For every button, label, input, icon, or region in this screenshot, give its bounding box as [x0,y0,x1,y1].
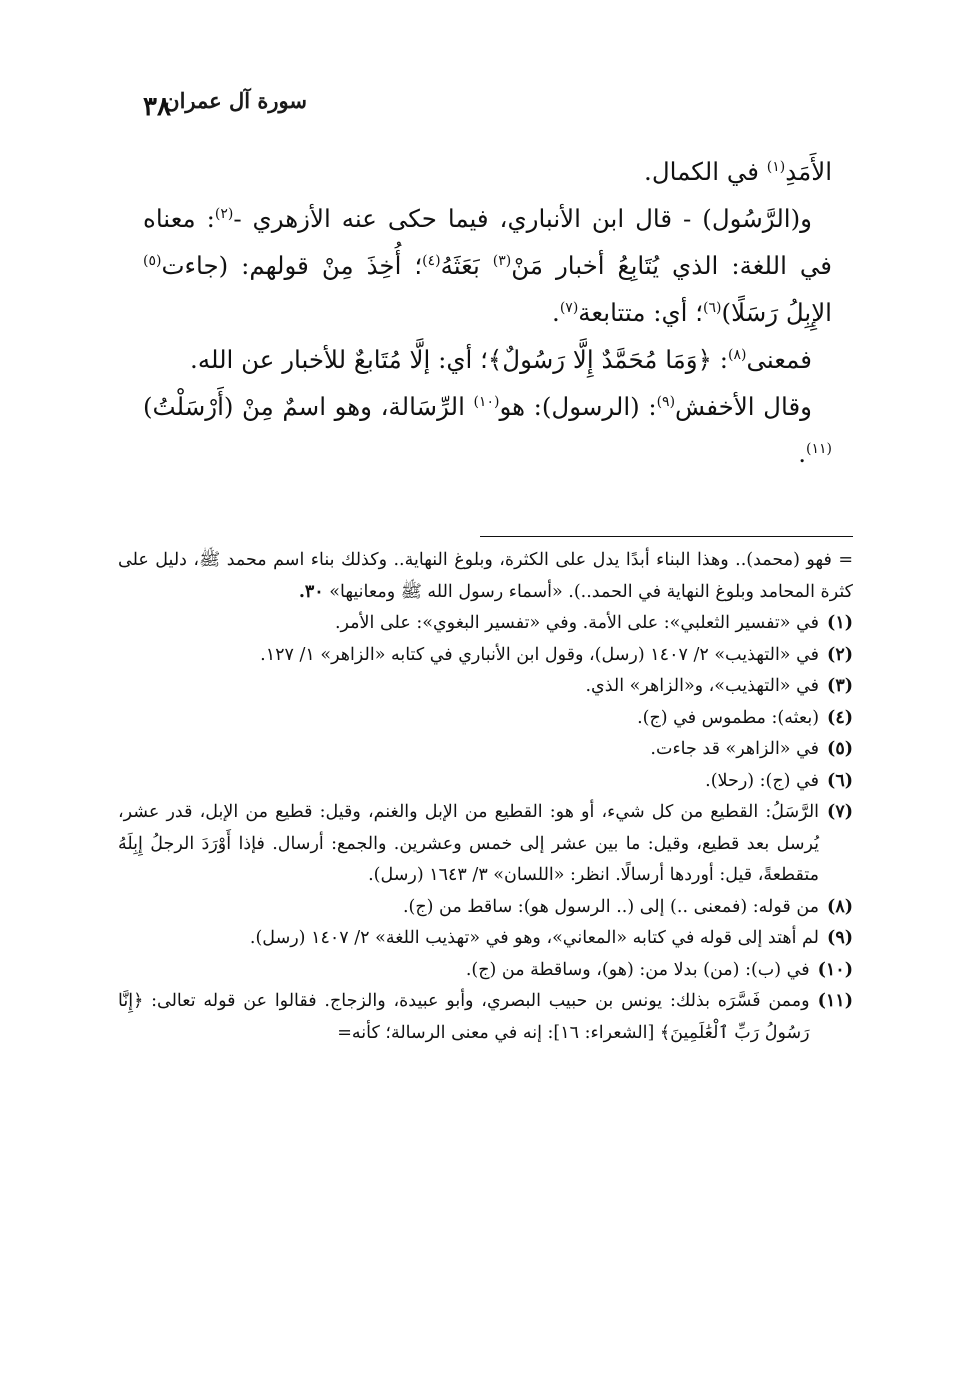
footnote-text: لم أهتد إلى قوله في كتابه «المعاني»، وهو في «تهذيب اللغة» ٢/ ١٤٠٧ (رسل). [249,928,820,948]
footnote-text: في «التهذيب»، و«الزاهر» الذي. [585,676,820,696]
footnote-text: وممن فَسَّرَه بذلك: يونس بن حبيب البصري، وأبو عبيدة، والزجاج. فقالوا عن قوله تعالى: ﴿إِنَّا رَسُولُ رَبِّ ٱلْعَٰلَمِينَ﴾ [الشعراء: ١٦]: إنه في معنى الرسالة؛ كأنه= [118,991,810,1043]
footnote-number: (٨) [827,896,853,917]
footnote-number: (٩) [827,928,853,948]
footnote-number: (١١) [817,991,853,1011]
footnote-3 [118,671,853,703]
footnote-7 [118,797,853,892]
footnote-4 [118,703,853,735]
footnote-5 [118,734,853,766]
footnote-number: (٧) [827,802,853,822]
footnote-text: من قوله: (فمعنى ..) إلى (.. الرسول هو): ساقط من (ج). [402,896,820,917]
footnote-ref-1: (١) [766,158,786,175]
footnote-ref-4: (٤) [422,252,441,269]
footnote-ref-6: (٦) [703,299,722,316]
footnote-text: في «تفسير الثعلبي»: على الأمة. وفي «تفسير البغوي»: على الأمر. [334,613,820,633]
footnote-ref-8: (٨) [728,346,747,363]
paragraph-4: وقال الأخفش$^{(٩)}$: (الرسول): هو$^{(١٠)}$ الرِّسَالة، وهو اسمٌ مِنْ (أَرْسَلْتُ)$^{(١١)}$. [143,392,832,468]
footnote-text: في (ب): (من) بدلا من: (هو)، وساقطة من (ج). [465,959,810,980]
footnote-ref-2: (٢) [214,205,234,222]
footnote-ref-5: (٥) [143,252,162,269]
running-header-surah-title: سورة آل عمران [164,88,307,113]
main-text [143,148,832,477]
footnote-ref-11: (١١) [806,440,832,457]
footnote-ref-3: (٣) [492,252,512,269]
footnote-text: في (ج): (رحلا). [705,770,820,791]
footnote-11 [118,986,853,1049]
footnote-number: (٢) [827,644,853,665]
footnote-text: الرَّسَلُ: القطيع من كل شيء، أو هو: القطيع من الإبل والغنم، وقيل: قطيع من الإبل، قدر عشر، يُرسل بعد قطيع، وقيل: ما بين عشر إلى خمس وعشرين. والجمع: أرسال. فإذا أَوْرَدَ الرجلُ إِبِلَهُ متقطعةً، قيل: أوردها أرسالًا. انظر: «اللسان» ٣/ ١٦٤٣ (رسل). [118,802,820,885]
footnote-10 [118,955,853,987]
footnote-text: (بعثه): مطموس في (ج). [637,707,820,728]
footnote-ref-10: (١٠) [473,393,500,410]
footnote-continuation: = فهو (محمد).. وهذا البناء أبدًا يدل على الكثرة، وبلوغ النهاية.. وكذلك بناء اسم محمد ﷺ، دليل على كثرة المحامد وبلوغ النهاية في الحمد..). «أسماء رسول الله ﷺ ومعانيها» ٣٠. [118,550,853,602]
footnote-8 [118,892,853,924]
paragraph-3: فمعنى$^{(٨)}$: ﴿وَمَا مُحَمَّدٌ إِلَّا رَسُولٌ﴾؛ أي: إلَّا مُتَابعٌ للأخبار عن الله. [190,345,812,374]
footnote-number: (١٠) [817,959,853,980]
paragraph-1: الأَمَدِ$^{(١)}$ في الكمال. [644,157,832,186]
footnote-number: (٣) [827,676,853,696]
footnote-number: (٤) [827,707,853,728]
footnote-ref-9: (٩) [656,393,676,410]
footnotes [118,545,853,1049]
footnote-number: (١) [827,613,853,633]
paragraph-2: و(الرَّسُول) - قال ابن الأنباري، فيما حكى عنه الأزهري -$^{(٢)}$: معناه في اللغة: الذي يُتَابِعُ أخبار مَنْ$^{(٣)}$ بَعَثَهُ$^{(٤)}$؛ أُخِذَ مِنْ قولهم: (جاءت$^{(٥)}$ الإِبِلُ رَسَلًا)$^{(٦)}$؛ أي: متتابعة$^{(٧)}$. [143,204,833,327]
footnote-separator [480,536,853,537]
footnote-text: في «الزاهر» قد جاءت. [650,739,820,759]
footnote-text: في «التهذيب» ٢/ ١٤٠٧ (رسل)، وقول ابن الأنباري في كتابه «الزاهر» ١/ ١٢٧. [260,644,820,665]
footnote-ref-7: (٧) [559,299,579,316]
page-number: ٣٨ [143,92,171,122]
footnote-number: (٦) [827,770,853,791]
footnote-9 [118,923,853,955]
footnote-number: (٥) [827,739,853,759]
footnote-2 [118,640,853,672]
footnote-1 [118,608,853,640]
footnote-6 [118,766,853,798]
